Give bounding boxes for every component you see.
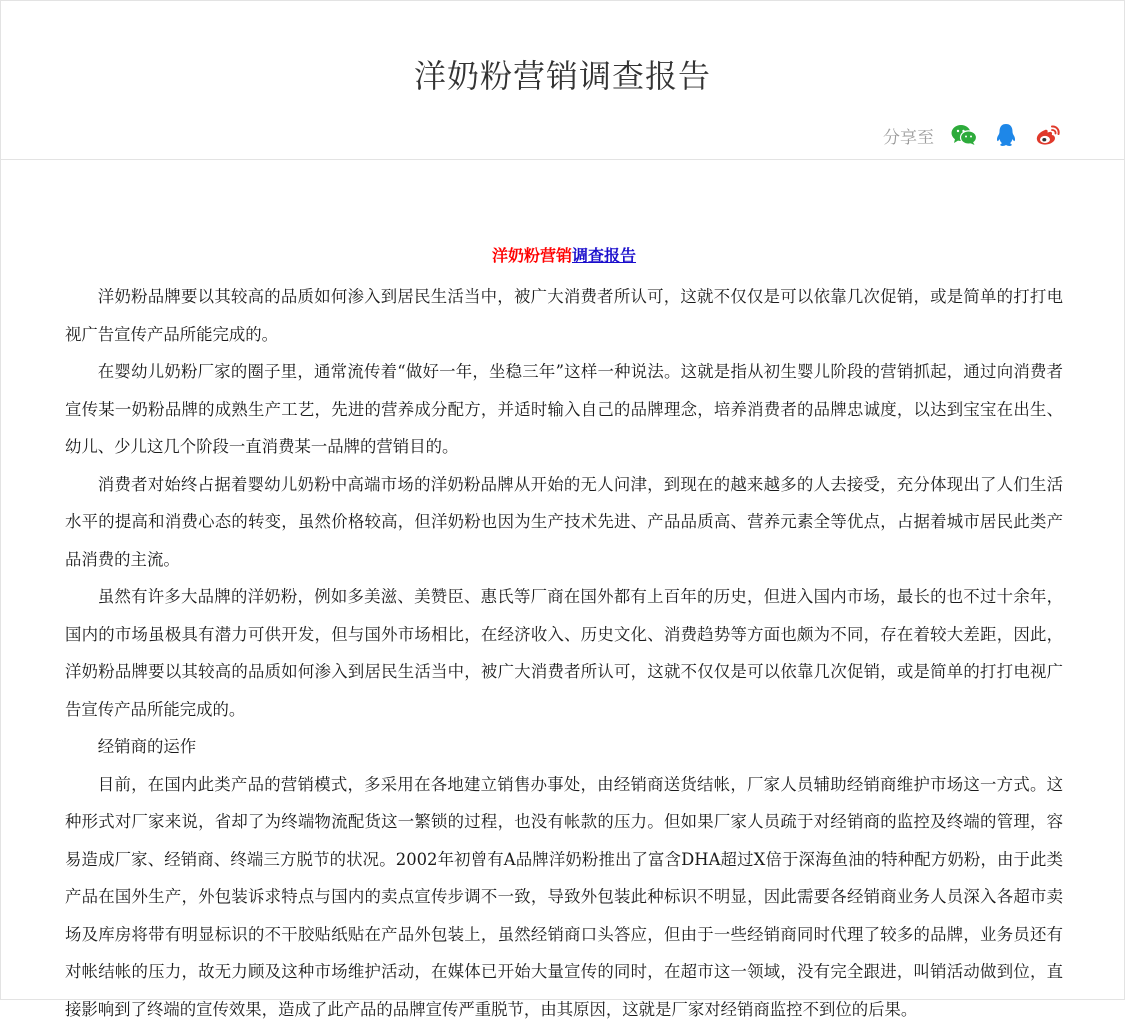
article-body xyxy=(65,243,1063,1028)
section-subheading: 经销商的运作 xyxy=(65,728,1063,766)
paragraph: 消费者对始终占据着婴幼儿奶粉中高端市场的洋奶粉品牌从开始的无人问津，到现在的越来越多的人去接受，充分体现出了人们生活水平的提高和消费心态的转变，虽然价格较高，但洋奶粉也因为生产技术先进、产品品质高、营养元素全等优点，占据着城市居民此类产品消费的主流。 xyxy=(65,466,1063,579)
qq-icon[interactable] xyxy=(992,121,1020,149)
article-heading-text: 洋奶粉营销 xyxy=(492,246,572,265)
paragraph: 洋奶粉品牌要以其较高的品质如何渗入到居民生活当中，被广大消费者所认可，这就不仅仅是可以依靠几次促销，或是简单的打打电视广告宣传产品所能完成的。 xyxy=(65,278,1063,353)
paragraph: 虽然有许多大品牌的洋奶粉，例如多美滋、美赞臣、惠氏等厂商在国外都有上百年的历史，但进入国内市场，最长的也不过十余年，国内的市场虽极具有潜力可供开发，但与国外市场相比，在经济收入、历史文化、消费趋势等方面也颇为不同，存在着较大差距，因此，洋奶粉品牌要以其较高的品质如何渗入到居民生活当中，被广大消费者所认可，这就不仅仅是可以依靠几次促销，或是简单的打打电视广告宣传产品所能完成的。 xyxy=(65,578,1063,728)
paragraph: 在婴幼儿奶粉厂家的圈子里，通常流传着“做好一年，坐稳三年”这样一种说法。这就是指从初生婴儿阶段的营销抓起，通过向消费者宣传某一奶粉品牌的成熟生产工艺，先进的营养成分配方，并适时输入自己的品牌理念，培养消费者的品牌忠诚度，以达到宝宝在出生、幼儿、少儿这几个阶段一直消费某一品牌的营销目的。 xyxy=(65,353,1063,466)
article-heading xyxy=(65,243,1063,269)
wechat-icon[interactable] xyxy=(950,121,978,149)
article-heading-link[interactable]: 调查报告 xyxy=(572,246,636,265)
paragraph: 目前，在国内此类产品的营销模式，多采用在各地建立销售办事处，由经销商送货结帐，厂家人员辅助经销商维护市场这一方式。这种形式对厂家来说，省却了为终端物流配货这一繁锁的过程，也没有帐款的压力。但如果厂家人员疏于对经销商的监控及终端的管理，容易造成厂家、经销商、终端三方脱节的状况。2002年初曾有A品牌洋奶粉推出了富含DHA超过X倍于深海鱼油的特种配方奶粉，由于此类产品在国外生产，外包装诉求特点与国内的卖点宣传步调不一致，导致外包装此种标识不明显，因此需要各经销商业务人员深入各超市卖场及库房将带有明显标识的不干胶贴纸贴在产品外包装上，虽然经销商口头答应，但由于一些经销商同时代理了较多的品牌，业务员还有对帐结帐的压力，故无力顾及这种市场维护活动，在媒体已开始大量宣传的同时，在超市这一领域，没有完全跟进，叫销活动做到位，直接影响到了终端的宣传效果，造成了此产品的品牌宣传严重脱节，由其原因，这就是厂家对经销商监控不到位的后果。 xyxy=(65,766,1063,1028)
page-header xyxy=(1,1,1124,160)
page-title: 洋奶粉营销调查报告 xyxy=(1,51,1124,97)
weibo-icon[interactable] xyxy=(1034,121,1062,149)
share-label: 分享至 xyxy=(883,123,934,148)
share-bar xyxy=(883,121,1062,149)
